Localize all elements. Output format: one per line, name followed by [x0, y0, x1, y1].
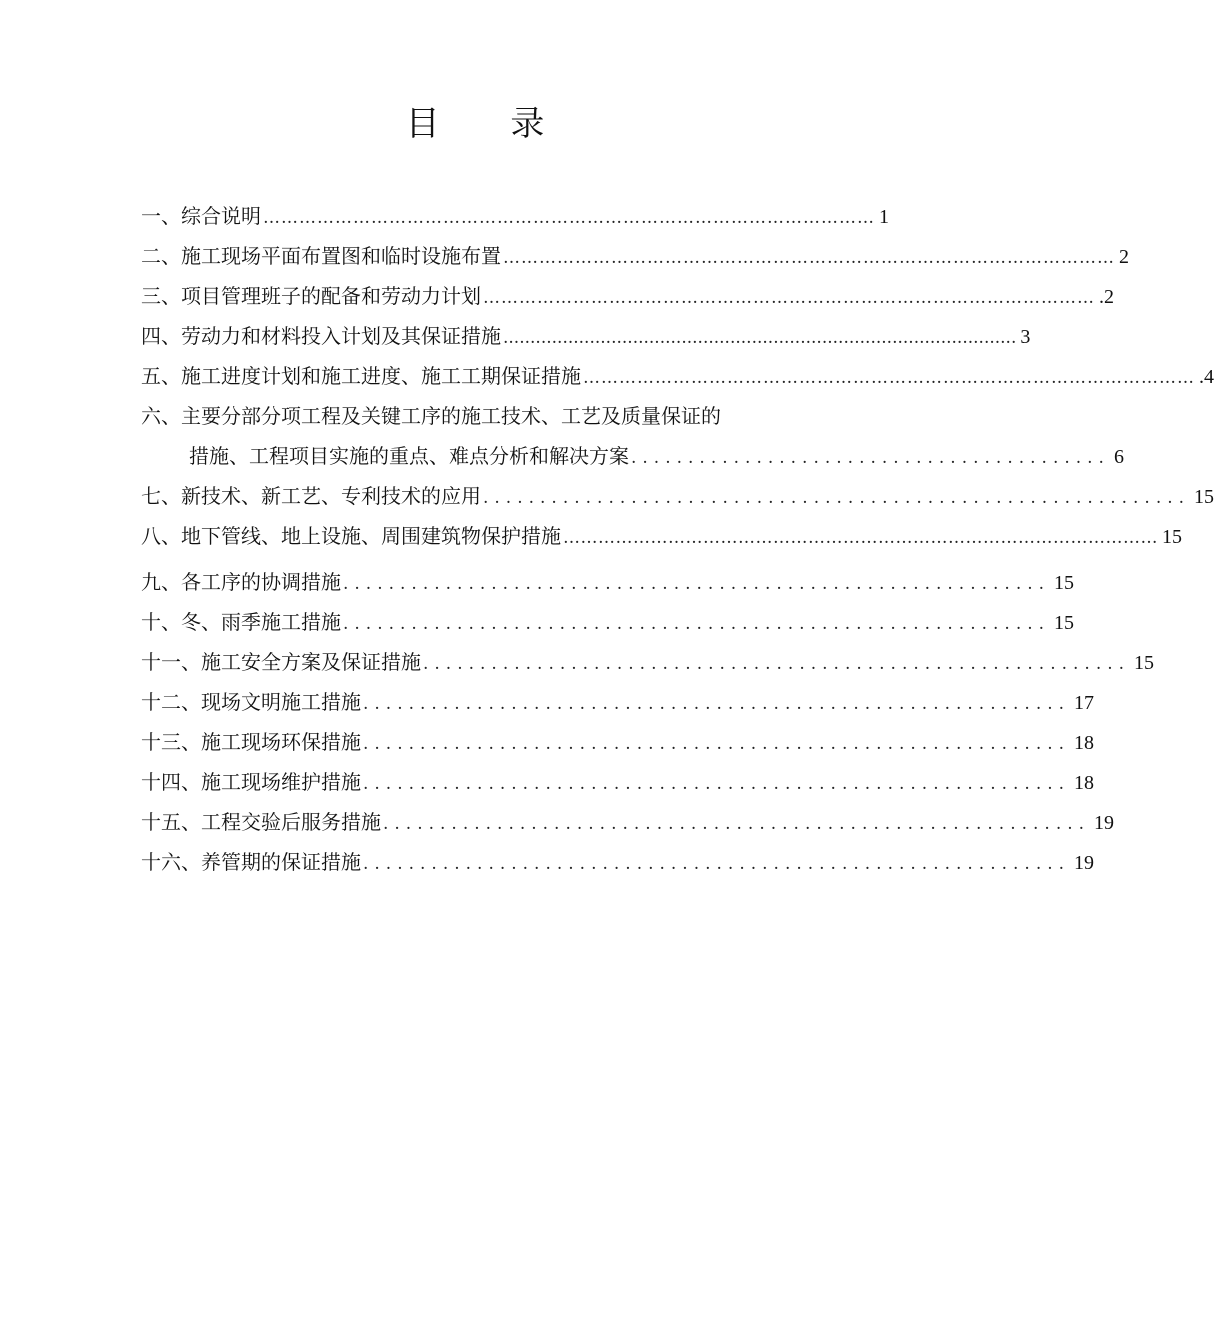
toc-entry-2[interactable] [141, 241, 1129, 271]
toc-entry-label: 四、劳动力和材料投入计划及其保证措施 [141, 324, 501, 348]
toc-entry-page: 15 [1054, 612, 1075, 634]
toc-entry-label: 一、综合说明 [141, 204, 261, 228]
toc-entry-label: 十五、工程交验后服务措施 [141, 810, 381, 834]
dot-leader: .............................................................. [383, 814, 1091, 834]
toc-entry-4[interactable] [141, 321, 1031, 351]
toc-entry-page: 15 [1134, 652, 1155, 674]
toc-entry-12[interactable] [141, 687, 1095, 717]
toc-entry-label: 二、施工现场平面布置图和临时设施布置 [141, 244, 501, 268]
dot-leader: .............................................................. [343, 574, 1051, 594]
dot-leader: .............................................................. [363, 694, 1071, 714]
toc-entry-page: 15 [1162, 526, 1182, 548]
toc-entry-page: 1 [879, 206, 889, 228]
toc-entry-label: 七、新技术、新工艺、专利技术的应用 [141, 484, 481, 508]
toc-entry-label: 六、主要分部分项工程及关键工序的施工技术、工艺及质量保证的 [141, 404, 721, 428]
dot-leader: .............................................................. [343, 614, 1051, 634]
dot-leader: ………………………………………………………………………………………… [503, 248, 1115, 268]
dot-leader: ............................................................................................... [503, 328, 1017, 348]
toc-entry-1[interactable] [141, 201, 889, 231]
toc-entry-9[interactable] [141, 567, 1075, 597]
toc-entry-page: 15 [1054, 572, 1075, 594]
toc-entry-13[interactable] [141, 727, 1095, 757]
page-title: 目 录 [405, 104, 575, 144]
dot-leader: .............................................................. [363, 734, 1071, 754]
toc-entry-label: 十、冬、雨季施工措施 [141, 610, 341, 634]
toc-entry-label: 十一、施工安全方案及保证措施 [141, 650, 421, 674]
toc-entry-page: 17 [1074, 692, 1095, 714]
toc-entry-16[interactable] [141, 847, 1095, 877]
toc-entry-page: 19 [1074, 852, 1095, 874]
toc-entry-page: 6 [1113, 446, 1124, 468]
dot-leader: .............................................................. [363, 774, 1071, 794]
toc-entry-11[interactable] [141, 647, 1155, 677]
dot-leader: ………………………………………………………………………………………… [563, 528, 1158, 548]
dot-leader: ………………………………………………………………………………………… [263, 208, 875, 228]
toc-entry-page: .2 [1099, 286, 1114, 308]
toc-entry-page: 15 [1194, 486, 1214, 508]
toc-entry-10[interactable] [141, 607, 1075, 637]
toc-entry-label: 十四、施工现场维护措施 [141, 770, 361, 794]
toc-entry-page: .4 [1199, 366, 1214, 388]
toc-entry-label: 五、施工进度计划和施工进度、施工工期保证措施 [141, 364, 581, 388]
toc-entry-label: 八、地下管线、地上设施、周围建筑物保护措施 [141, 524, 561, 548]
toc-entry-page: 3 [1020, 326, 1031, 348]
toc-entry-5[interactable] [141, 361, 1214, 391]
toc-entry-label: 十三、施工现场环保措施 [141, 730, 361, 754]
toc-entry-label: 三、项目管理班子的配备和劳动力计划 [141, 284, 481, 308]
dot-leader: .............................................................. [363, 854, 1071, 874]
dot-leader: ………………………………………………………………………………………… [583, 368, 1195, 388]
toc-entry-label: 十二、现场文明施工措施 [141, 690, 361, 714]
dot-leader: ………………………………………………………………………………………… [483, 288, 1095, 308]
toc-entry-3[interactable] [141, 281, 1114, 311]
toc-entry-page: 2 [1119, 246, 1129, 268]
dot-leader: .............................................................. [483, 488, 1191, 508]
dot-leader: .............................................................. [423, 654, 1131, 674]
toc-entry-14[interactable] [141, 767, 1095, 797]
toc-entry-label: 十六、养管期的保证措施 [141, 850, 361, 874]
toc-entry-6-line-2[interactable] [189, 441, 1124, 471]
toc-entry-7[interactable] [141, 481, 1214, 511]
toc-entry-label: 措施、工程项目实施的重点、难点分析和解决方案 [189, 444, 629, 468]
toc-entry-page: 18 [1074, 732, 1095, 754]
toc-entry-page: 18 [1074, 772, 1095, 794]
toc-entry-6-line-1[interactable] [141, 401, 841, 431]
toc-entry-page: 19 [1094, 812, 1115, 834]
toc-entry-8[interactable] [141, 521, 1182, 551]
toc-entry-label: 九、各工序的协调措施 [141, 570, 341, 594]
toc-entry-15[interactable] [141, 807, 1115, 837]
dot-leader: .......................................... [631, 448, 1110, 468]
